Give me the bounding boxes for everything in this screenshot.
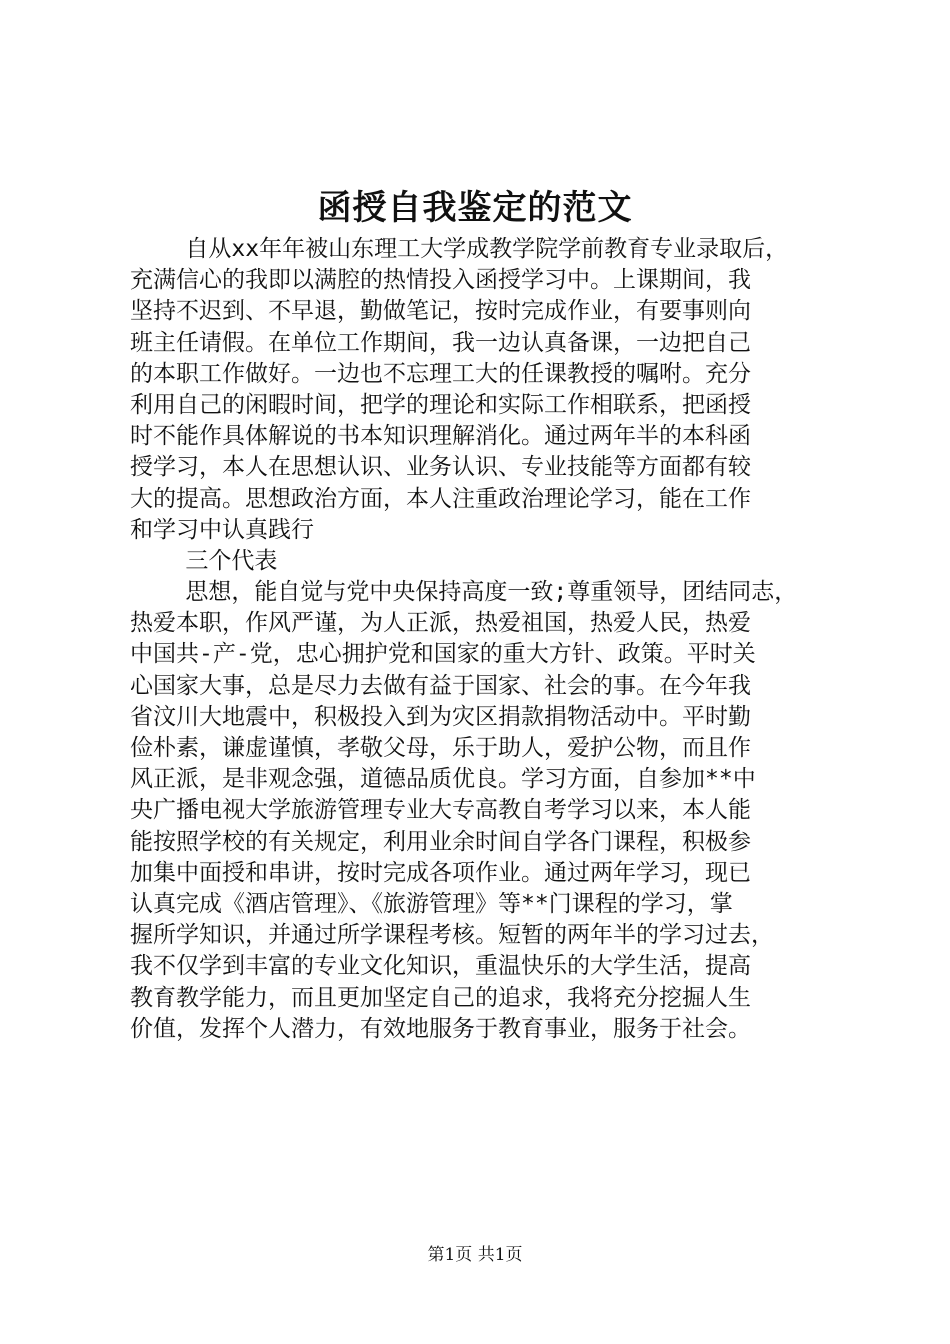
body-line: 时不能作具体解说的书本知识理解消化。通过两年半的本科函 [130,423,751,450]
body-line: 认真完成《酒店管理》、《旅游管理》等**门课程的学习，掌 [130,890,733,917]
body-line: 中国共-产-党，忠心拥护党和国家的重大方针、政策。平时关 [130,641,756,668]
body-line: 思想，能自觉与党中央保持高度一致;尊重领导，团结同志， [130,579,798,606]
body-line: 风正派，是非观念强，道德品质优良。学习方面，自参加**中 [130,766,756,793]
body-line: 加集中面授和串讲，按时完成各项作业。通过两年学习，现已 [130,859,751,886]
body-line: 心国家大事，总是尽力去做有益于国家、社会的事。在今年我 [130,672,751,699]
body-line: 我不仅学到丰富的专业文化知识，重温快乐的大学生活，提高 [130,953,751,980]
body-line: 能按照学校的有关规定，利用业余时间自学各门课程，积极参 [130,828,751,855]
body-line: 握所学知识，并通过所学课程考核。短暂的两年半的学习过去， [130,922,774,949]
body-line: 三个代表 [130,547,278,574]
body-line: 央广播电视大学旅游管理专业大专高教自考学习以来，本人能 [130,797,751,824]
body-line: 利用自己的闲暇时间，把学的理论和实际工作相联系，把函授 [130,391,751,418]
body-line: 大的提高。思想政治方面，本人注重政治理论学习，能在工作 [130,485,751,512]
body-line: 授学习，本人在思想认识、业务认识、专业技能等方面都有较 [130,454,751,481]
body-line: 省汶川大地震中，积极投入到为灾区捐款捐物活动中。平时勤 [130,703,751,730]
body-line: 班主任请假。在单位工作期间，我一边认真备课，一边把自己 [130,329,751,356]
body-line: 充满信心的我即以满腔的热情投入函授学习中。上课期间，我 [130,267,751,294]
document-body [130,234,832,1045]
document-title: 函授自我鉴定的范文 [317,188,633,228]
page-footer: 第1页 共1页 [427,1245,523,1265]
body-line: 坚持不迟到、不早退，勤做笔记，按时完成作业，有要事则向 [130,298,751,325]
body-line: 的本职工作做好。一边也不忘理工大的任课教授的嘱咐。充分 [130,360,751,387]
body-line: 俭朴素，谦虚谨慎，孝敬父母，乐于助人，爱护公物，而且作 [130,735,751,761]
body-line: 自从xx年年被山东理工大学成教学院学前教育专业录取后， [130,236,789,262]
body-line: 和学习中认真践行 [130,516,314,543]
body-line: 教育教学能力，而且更加坚定自己的追求，我将充分挖掘人生 [130,984,751,1011]
body-line: 热爱本职，作风严谨，为人正派，热爱祖国，热爱人民，热爱 [130,610,751,637]
body-line: 价值，发挥个人潜力，有效地服务于教育事业，服务于社会。 [130,1015,751,1042]
